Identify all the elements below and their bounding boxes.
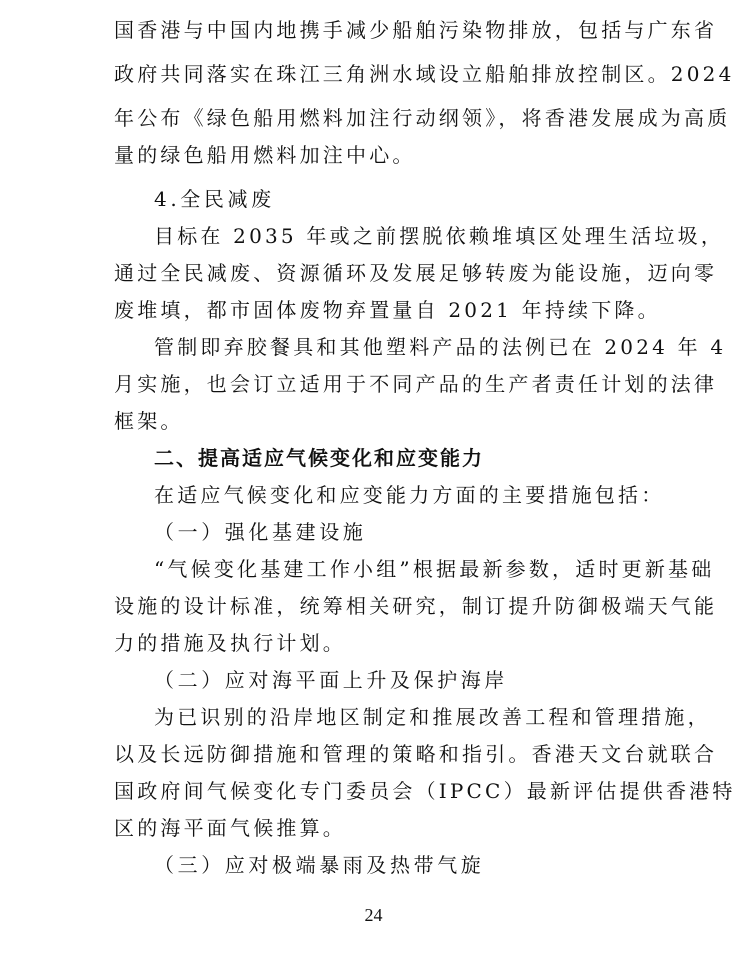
- text-line: 量的绿色船用燃料加注中心。: [114, 143, 416, 167]
- text-line: 管制即弃胶餐具和其他塑料产品的法例已在 2024 年 4: [154, 335, 727, 359]
- text-line: 国香港与中国内地携手减少船舶污染物排放，包括与广东省: [114, 18, 718, 42]
- text-line: “气候变化基建工作小组”根据最新参数，适时更新基础: [154, 557, 715, 581]
- text-line: 以及长远防御措施和管理的策略和指引。香港天文台就联合: [114, 742, 718, 766]
- subsection-heading: （一）强化基建设施: [154, 520, 367, 544]
- text-line: 年公布《绿色船用燃料加注行动纲领》，将香港发展成为高质: [114, 106, 731, 130]
- text-line: 为已识别的沿岸地区制定和推展改善工程和管理措施，: [154, 705, 711, 729]
- subsection-heading: （二）应对海平面上升及保护海岸: [154, 668, 508, 692]
- chapter-heading: 二、提高适应气候变化和应变能力: [154, 446, 484, 470]
- section-heading: 4.全民减废: [154, 187, 275, 211]
- text-line: 力的措施及执行计划。: [114, 631, 346, 655]
- text-line: 月实施，也会订立适用于不同产品的生产者责任计划的法律: [114, 372, 718, 396]
- text-line: 设施的设计标准，统筹相关研究，制订提升防御极端天气能: [114, 594, 718, 618]
- text-line: 通过全民减废、资源循环及发展足够转废为能设施，迈向零: [114, 261, 718, 285]
- subsection-heading: （三）应对极端暴雨及热带气旋: [154, 853, 485, 877]
- text-line: 政府共同落实在珠江三角洲水域设立船舶排放控制区。2024: [114, 62, 735, 86]
- text-line: 框架。: [114, 409, 184, 433]
- text-line: 国政府间气候变化专门委员会（IPCC）最新评估提供香港特: [114, 779, 736, 803]
- page-number: 24: [364, 905, 383, 925]
- text-line: 废堆填，都市固体废物弃置量自 2021 年持续下降。: [114, 298, 661, 322]
- text-line: 区的海平面气候推算。: [114, 816, 346, 840]
- text-line: 在适应气候变化和应变能力方面的主要措施包括：: [154, 483, 665, 507]
- text-line: 目标在 2035 年或之前摆脱依赖堆填区处理生活垃圾，: [154, 224, 725, 248]
